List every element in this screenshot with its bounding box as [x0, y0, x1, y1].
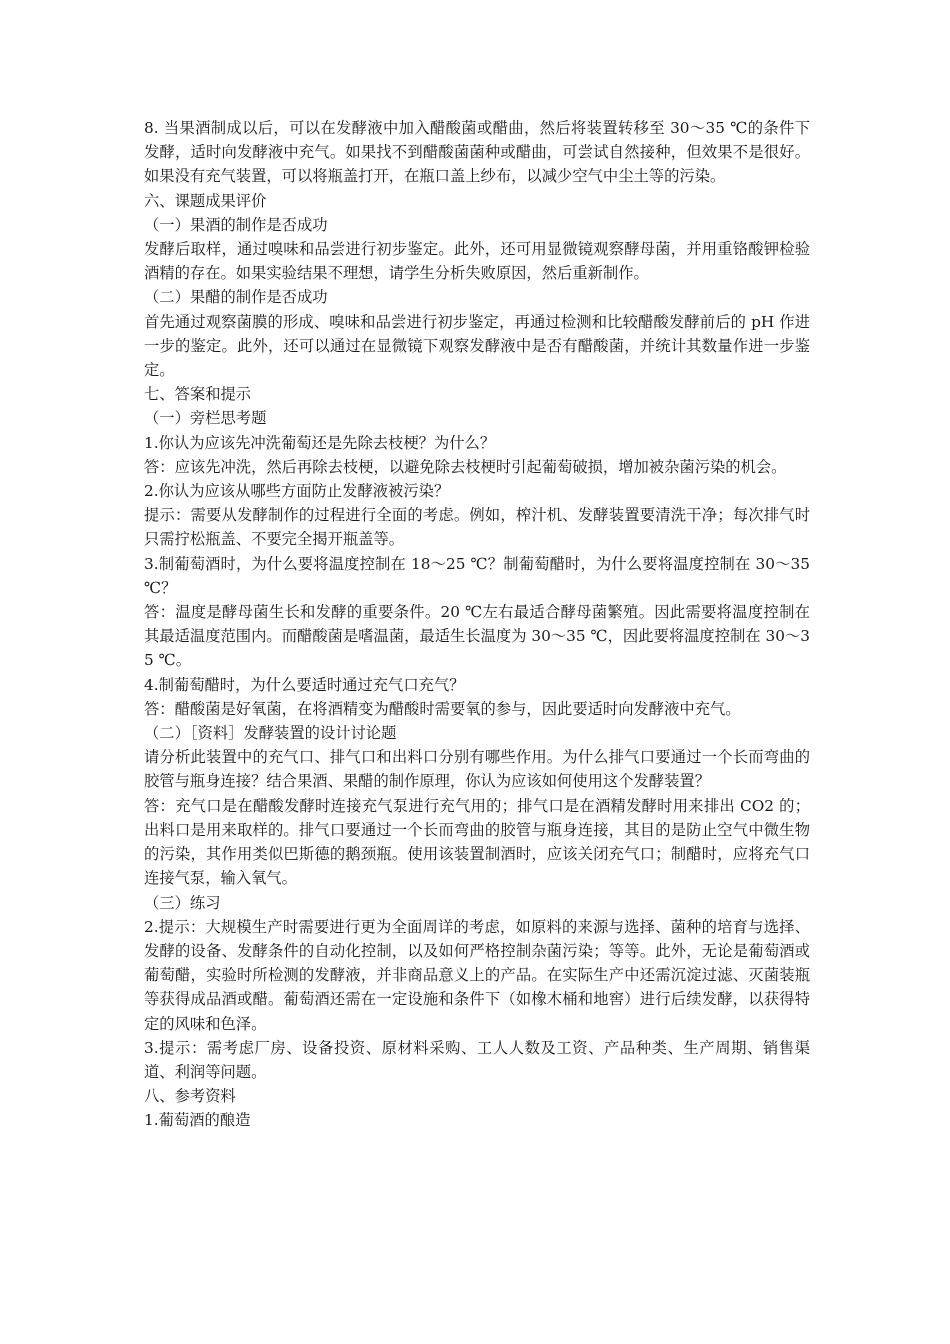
question-4: 4.制葡萄醋时，为什么要适时通过充气口充气？ — [144, 675, 465, 694]
answer-device: 答：充气口是在醋酸发酵时连接充气泵进行充气用的；排气口是在酒精发酵时用来排出 CO2 的；出料口是用来取样的。排气口要通过一个长而弯曲的胶管与瓶身连接，其目的是防止空气中微生物的污染，其作用类似巴斯德的鹅颈瓶。使用该装置制酒时，应该关闭充气口；制醋时，应将充气口连接气泵，输入氧气。 — [144, 796, 810, 888]
subheading-sidebar-questions: （一）旁栏思考题 — [144, 409, 267, 428]
answer-3: 答：温度是酵母菌生长和发酵的重要条件。20 ℃左右最适合酵母菌繁殖。因此需要将温度控制在其最适温度范围内。而醋酸菌是嗜温菌，最适生长温度为 30～35 ℃，因此要将温度控制在 30～35 ℃。 — [144, 603, 810, 670]
exercise-hint-3: 3.提示：需考虑厂房、设备投资、原材料采购、工人人数及工资、产品种类、生产周期、销售渠道、利润等问题。 — [144, 1038, 810, 1081]
subheading-vinegar-success: （二）果醋的制作是否成功 — [144, 288, 328, 307]
paragraph-step-8: 8. 当果酒制成以后，可以在发酵液中加入醋酸菌或醋曲，然后将装置转移至 30～35 ℃的条件下发酵，适时向发酵液中充气。如果找不到醋酸菌菌种或醋曲，可尝试自然接种，但效果不是很好。如果没有充气装置，可以将瓶盖打开，在瓶口盖上纱布，以减少空气中尘土等的污染。 — [144, 119, 810, 186]
paragraph-wine-evaluation: 发酵后取样，通过嗅味和品尝进行初步鉴定。此外，还可用显微镜观察酵母菌，并用重铬酸钾检验酒精的存在。如果实验结果不理想，请学生分析失败原因，然后重新制作。 — [144, 240, 810, 283]
subheading-wine-success: （一）果酒的制作是否成功 — [144, 215, 328, 234]
answer-2: 提示：需要从发酵制作的过程进行全面的考虑。例如，榨汁机、发酵装置要清洗干净；每次排气时只需拧松瓶盖、不要完全揭开瓶盖等。 — [144, 506, 810, 549]
reference-item-1: 1.葡萄酒的酿造 — [144, 1111, 251, 1130]
answer-4: 答：醋酸菌是好氧菌，在将酒精变为醋酸时需要氧的参与，因此要适时向发酵液中充气。 — [144, 699, 741, 718]
section-heading-8: 八、参考资料 — [144, 1087, 236, 1106]
question-3: 3.制葡萄酒时，为什么要将温度控制在 18～25 ℃？制葡萄醋时，为什么要将温度控制在 30～35 ℃？ — [144, 554, 810, 597]
section-heading-7: 七、答案和提示 — [144, 385, 252, 404]
question-2: 2.你认为应该从哪些方面防止发酵液被污染？ — [144, 482, 450, 501]
subheading-exercises: （三）练习 — [144, 893, 221, 912]
document-page — [144, 116, 810, 1133]
section-heading-6: 六、课题成果评价 — [144, 191, 267, 210]
paragraph-vinegar-evaluation: 首先通过观察菌膜的形成、嗅味和品尝进行初步鉴定，再通过检测和比较醋酸发酵前后的 pH 作进一步的鉴定。此外，还可以通过在显微镜下观察发酵液中是否有醋酸菌，并统计其数量作进一步鉴定。 — [144, 312, 810, 380]
answer-1: 答：应该先冲洗，然后再除去枝梗，以避免除去枝梗时引起葡萄破损，增加被杂菌污染的机会。 — [144, 457, 787, 476]
question-1: 1.你认为应该先冲洗葡萄还是先除去枝梗？为什么？ — [144, 433, 496, 452]
exercise-hint-2: 2.提示：大规模生产时需要进行更为全面周详的考虑，如原料的来源与选择、菌种的培育与选择、发酵的设备、发酵条件的自动化控制，以及如何严格控制杂菌污染；等等。此外，无论是葡萄酒或葡萄醋，实验时所检测的发酵液，并非商品意义上的产品。在实际生产中还需沉淀过滤、灭菌装瓶等获得成品酒或醋。葡萄酒还需在一定设施和条件下（如橡木桶和地窖）进行后续发酵，以获得特定的风味和色泽。 — [144, 917, 810, 1033]
question-device: 请分析此装置中的充气口、排气口和出料口分别有哪些作用。为什么排气口要通过一个长而弯曲的胶管与瓶身连接？结合果酒、果醋的制作原理，你认为应该如何使用这个发酵装置？ — [144, 748, 810, 791]
subheading-device-discussion: （二）［资料］发酵装置的设计讨论题 — [144, 724, 397, 743]
